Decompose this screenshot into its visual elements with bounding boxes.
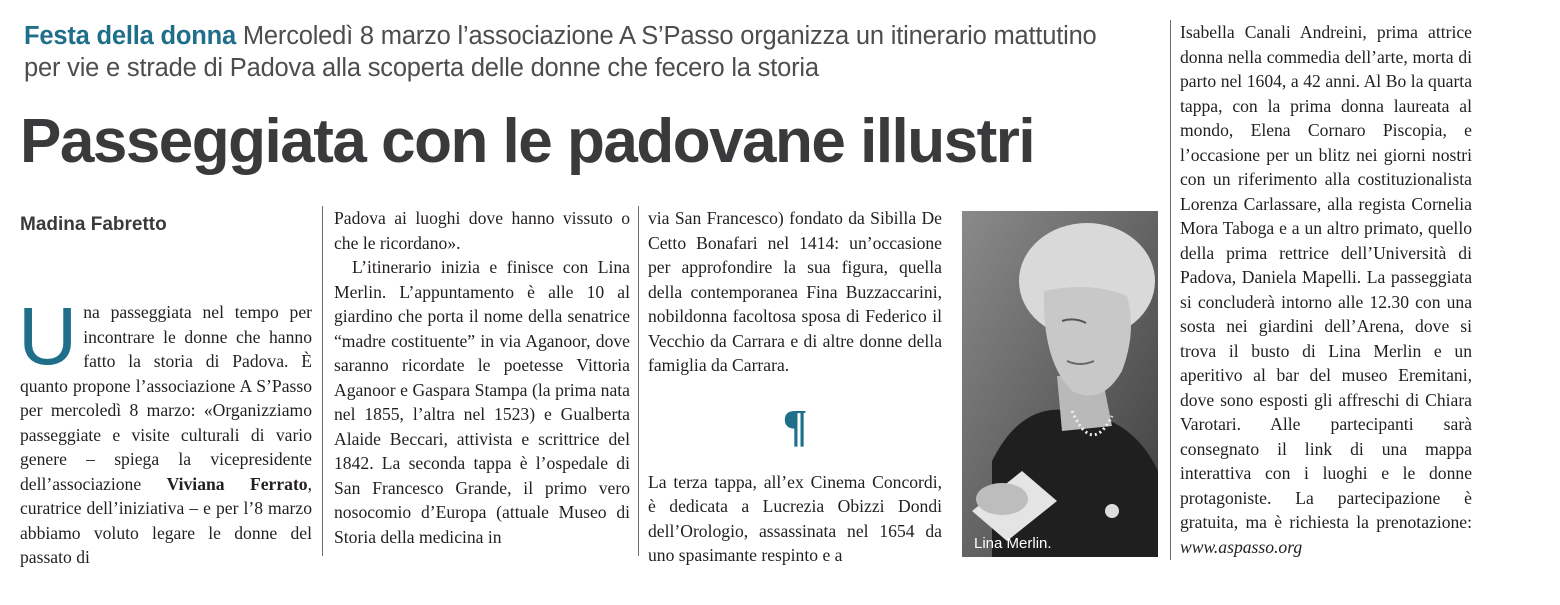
column-divider: [322, 206, 323, 556]
article-kicker: [24, 20, 1134, 84]
paragraph: Padova ai luoghi dove hanno vissuto o che le ricordano».: [334, 208, 630, 253]
paragraph: L’itinerario inizia e finisce con Lina Merlin. L’appuntamento è alle 10 al giardino che porta il nome della senatrice “madre costituente” in via Aganoor, dove saranno ricordate le poetesse Vittoria Aganoor e Gaspara Stampa (la prima nata nel 1855, l’altra nel 1523) e Gualberta Alaide Beccari, attivista e scrittrice del 1842. La seconda tappa è l’ospedale di San Francesco Grande, il primo vero nosocomio d’Europa (attuale Museo di Storia della medicina in: [334, 257, 630, 547]
pilcrow-separator: ¶: [782, 399, 808, 451]
photo-caption: Lina Merlin.: [974, 535, 1052, 552]
portrait-photo: [962, 211, 1158, 557]
paragraph: [18, 291, 313, 570]
drop-cap: U: [18, 291, 78, 382]
person-name: Viviana Ferrato: [166, 473, 308, 494]
article-headline: Passeggiata con le padovane illustri: [20, 107, 1035, 176]
paragraph: [1180, 20, 1472, 559]
article-column-1: [18, 291, 313, 570]
column-divider: [1170, 20, 1171, 560]
article-column-4: [1180, 20, 1472, 559]
article-column-2: [334, 206, 630, 549]
paragraph-text: , curatrice dell’iniziativa – e per l’8 marzo abbiamo voluto legare le donne del passato di: [20, 473, 313, 567]
kicker-text: Mercoledì 8 marzo l’associazione A S’Passo organizza un itinerario mattutino per vie e strade di Padova alla scoperta delle donne che fecero la storia: [24, 22, 1097, 82]
column-divider: [638, 206, 639, 556]
portrait-image: [962, 211, 1158, 557]
paragraph-text: na passeggiata nel tempo per incontrare le donne che hanno fatto la storia di Padova. È quanto propone l’associazione A S’Passo per mercoledì 8 marzo: «Organizziamo passeggiate e visite culturali di vario genere – spiega la vicepresidente dell’associazione: [20, 302, 312, 494]
kicker-lead: Festa della donna: [24, 22, 236, 50]
paragraph: via San Francesco) fondato da Sibilla De Cetto Bonafari nel 1414: un’occasione per approfondire la sua figura, quella della contemporanea Fina Buzzaccarini, nobildonna facoltosa sposa di Federico il Vecchio da Carrara e di altre donne della famiglia da Carrara.: [648, 208, 942, 375]
author-byline: Madina Fabretto: [20, 214, 167, 235]
paragraph-text: Isabella Canali Andreini, prima attrice donna nella commedia dell’arte, morta di parto nel 1604, a 42 anni. Al Bo la quarta tappa, con la prima donna laureata al mondo, Elena Cornaro Piscopia, e l’occasione per un blitz nei giorni nostri con un riferimento alla costituzionalista Lorenza Carlassare, alla regista Cornelia Mora Taboga e a un altro primato, quello della prima rettrice dell’Università di Padova, Daniela Mapelli. La passeggiata si concluderà intorno alle 12.30 con una sosta nei giardini dell’Arena, dove si trova il busto di Lina Merlin e un aperitivo al bar del museo Eremitani, dove sono esposti gli affreschi di Chiara Varotari. Alle partecipanti sarà consegnato il link di una mappa interattiva con i luoghi e le donne protagoniste. La partecipazione è gratuita, ma è richiesta la prenotazione:: [1180, 22, 1472, 532]
paragraph: La terza tappa, all’ex Cinema Concordi, è dedicata a Lucrezia Obizzi Dondi dell’Orologio, assassinata nel 1654 da uno spasimante respinto e a: [648, 471, 942, 565]
article-column-3: [648, 206, 942, 568]
website-link[interactable]: www.aspasso.org: [1180, 536, 1303, 557]
